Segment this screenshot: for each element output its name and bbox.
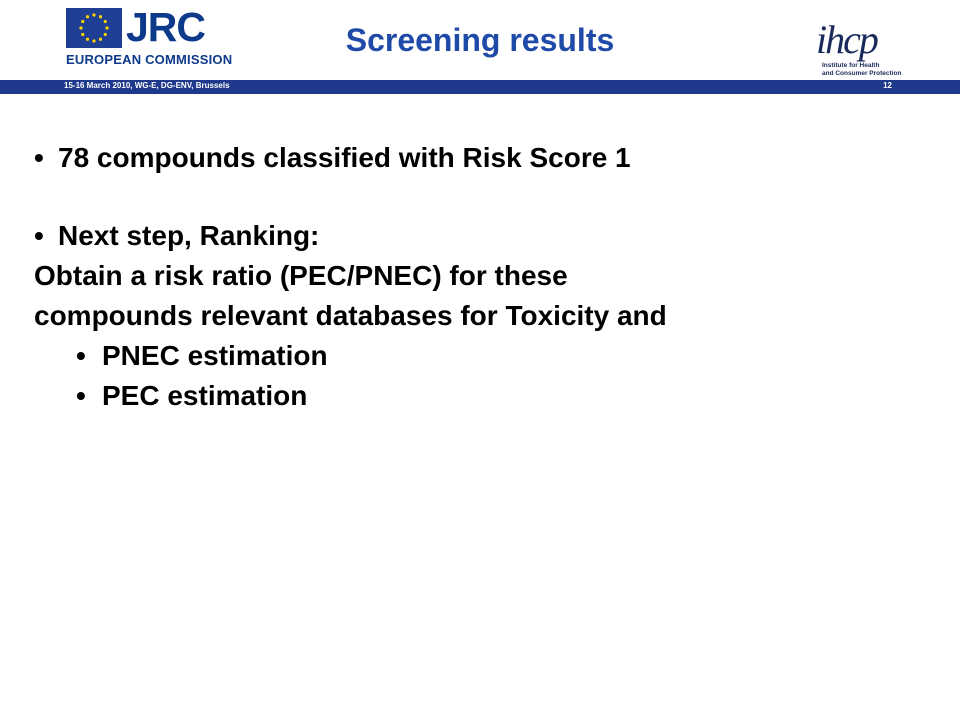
bullet-icon: •	[76, 340, 86, 371]
slide-title: Screening results	[345, 22, 615, 58]
page-number: 12	[883, 81, 892, 90]
bullet-icon: •	[34, 142, 44, 173]
ihcp-subtitle: Institute for Health and Consumer Protection	[822, 62, 902, 77]
header-bar	[0, 80, 960, 94]
sub-bullet-item: • PEC estimation	[34, 376, 934, 416]
bullet-item: • Next step, Ranking:	[34, 216, 934, 256]
paragraph-line: Obtain a risk ratio (PEC/PNEC) for these	[34, 260, 568, 291]
star-icon	[99, 15, 102, 18]
star-icon	[86, 15, 89, 18]
slide-body	[34, 138, 934, 416]
ihcp-wordmark: ihcp	[816, 17, 877, 62]
sub-bullet-item: • PNEC estimation	[34, 336, 934, 376]
jrc-wordmark: JRC	[126, 4, 206, 50]
ihcp-logo	[808, 10, 908, 80]
european-commission-label: EUROPEAN COMMISSION	[66, 52, 233, 67]
bullet-item: • 78 compounds classified with Risk Score 1	[34, 138, 934, 178]
event-label: 15-16 March 2010, WG-E, DG-ENV, Brussels	[64, 81, 230, 90]
star-icon	[92, 13, 95, 16]
paragraph-line: compounds relevant databases for Toxicity and	[34, 300, 667, 331]
bullet-icon: •	[34, 220, 44, 251]
bullet-icon: •	[76, 380, 86, 411]
